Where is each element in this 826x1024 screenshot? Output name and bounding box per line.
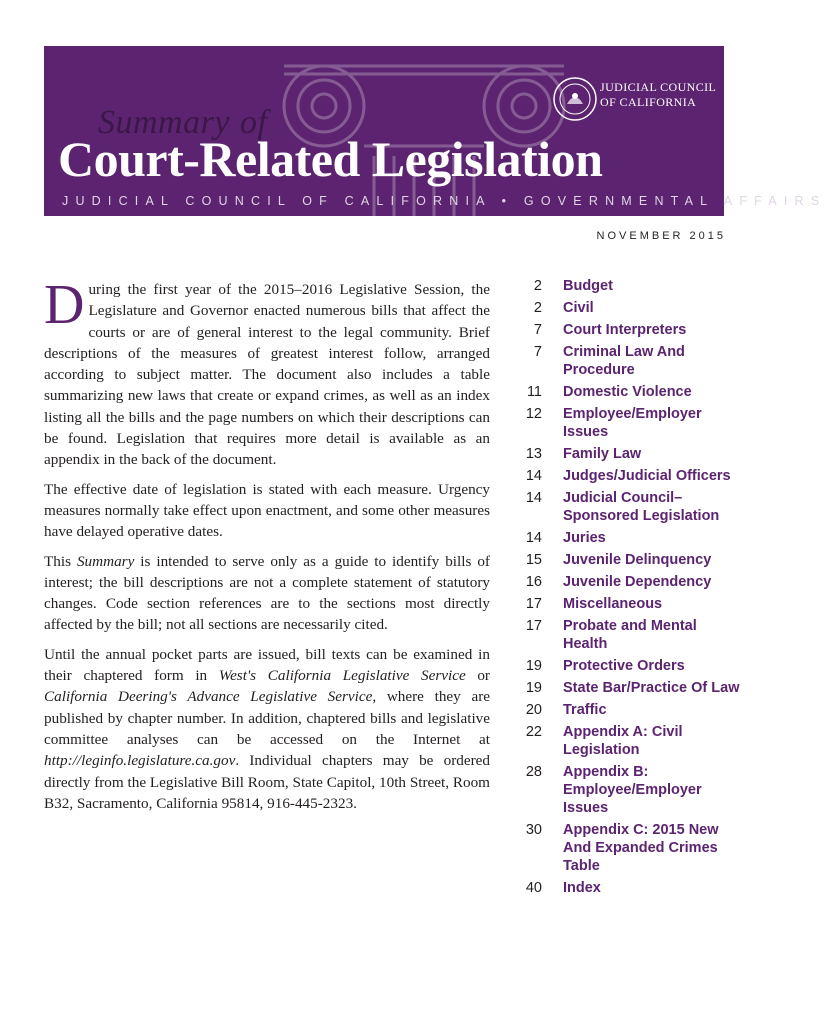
toc-label[interactable]: Appendix C: 2015 New And Expanded Crimes Table [563,822,719,874]
council-name: JUDICIAL COUNCIL OF CALIFORNIA [600,80,717,109]
summary-heading: Summary of [98,104,268,141]
toc-page-number: 14 [525,468,542,484]
toc-label[interactable]: Juries [563,530,606,546]
toc-entry[interactable] [502,551,742,569]
toc-label[interactable]: Judges/Judicial Officers [563,468,731,484]
toc-entry[interactable] [502,445,742,463]
toc-page-number: 2 [533,300,542,316]
toc-label[interactable]: Miscellaneous [563,596,663,612]
toc-label[interactable]: Juvenile Dependency [563,574,712,590]
toc-page-number: 17 [525,596,542,612]
toc-page-number: 13 [525,446,542,462]
header-banner [44,46,826,216]
toc-label[interactable]: Appendix A: Civil Legislation [563,724,683,758]
toc-entry[interactable] [502,277,742,295]
toc-page-number: 20 [525,702,542,718]
availability-paragraph: Until the annual pocket parts are issued, bill texts can be examined in their chaptered form in West's California Legislative Service or California Deering's Advance Legislative Service, where they are published by chapter number. In addition, chaptered bills and legislative committee analyses can be accessed on the Internet at http://leginfo.legislature.ca.gov. Individual chapters may be ordered directly from the Legislative Bill Room, State Capitol, 10th Street, Room B32, Sacramento, California 95814, 916-445-2323. [44,645,490,812]
drop-cap: D [44,274,85,336]
toc-label[interactable]: Criminal Law And Procedure [563,344,685,378]
toc-page-number: 40 [525,880,542,896]
toc-label[interactable]: Court Interpreters [563,322,687,338]
toc-page-number: 14 [525,490,542,506]
toc-page-number: 12 [525,406,542,422]
page-title: Court-Related Legislation [58,131,603,187]
toc-entry[interactable] [502,723,742,759]
toc-label[interactable]: Family Law [563,446,642,462]
toc-page-number: 16 [525,574,542,590]
toc-label[interactable]: Appendix B: Employee/Employer Issues [563,764,702,816]
toc-entry[interactable] [502,405,742,441]
toc-page-number: 19 [525,658,542,674]
toc-entry[interactable] [502,299,742,317]
toc-entry[interactable] [502,617,742,653]
toc-label[interactable]: Budget [563,278,613,294]
banner-subline: JUDICIAL COUNCIL OF CALIFORNIA • GOVERNMENTAL AFFAIRS [62,194,826,208]
toc-entry[interactable] [502,679,742,697]
toc-entry[interactable] [502,489,742,525]
toc-entry[interactable] [502,573,742,591]
toc-entry[interactable] [502,343,742,379]
toc-entry[interactable] [502,383,742,401]
table-of-contents [502,277,742,901]
intro-text [44,274,490,822]
toc-label[interactable]: State Bar/Practice Of Law [563,680,740,696]
toc-label[interactable]: Domestic Violence [563,384,692,400]
toc-label[interactable]: Civil [563,300,594,316]
guide-paragraph: This Summary is intended to serve only as a guide to identify bills of interest; the bill descriptions are not a complete statement of statutory changes. Code section references are to the sections most directly affected by the bill; not all sections are necessarily cited. [44,552,490,634]
toc-label[interactable]: Protective Orders [563,658,685,674]
toc-page-number: 15 [525,552,542,568]
toc-page-number: 19 [525,680,542,696]
toc-entry[interactable] [502,879,742,897]
intro-paragraph: During the first year of the 2015–2016 Legislative Session, the Legislature and Governor enacted numerous bills that affect the courts or are of general interest to the legal community. Brief descriptions of the measures of greatest interest follow, arranged according to subject matter. The document also includes a table summarizing new laws that create or expand crimes, as well as an index listing all the bills and the page numbers on which their descriptions can be found. Legislation that requires more detail is available as an appendix in the back of the document. [44,274,490,469]
toc-label[interactable]: Employee/Employer Issues [563,406,702,440]
toc-label[interactable]: Probate and Mental Health [563,618,697,652]
toc-page-number: 2 [533,278,542,294]
toc-label[interactable]: Judicial Council–Sponsored Legislation [563,490,720,524]
toc-label[interactable]: Traffic [563,702,607,718]
toc-page-number: 22 [525,724,542,740]
toc-page-number: 7 [533,322,542,338]
toc-entry[interactable] [502,529,742,547]
toc-page-number: 11 [526,384,542,400]
toc-page-number: 30 [525,822,542,838]
toc-page-number: 14 [525,530,542,546]
toc-entry[interactable] [502,821,742,875]
toc-entry[interactable] [502,321,742,339]
toc-page-number: 28 [525,764,542,780]
toc-entry[interactable] [502,763,742,817]
toc-entry[interactable] [502,701,742,719]
issue-date: NOVEMBER 2015 [596,230,726,242]
toc-label[interactable]: Index [563,880,601,896]
toc-page-number: 17 [525,618,542,634]
judicial-council-seal-icon [552,76,598,122]
toc-entry[interactable] [502,467,742,485]
toc-page-number: 7 [533,344,542,360]
toc-entry[interactable] [502,657,742,675]
toc-entry[interactable] [502,595,742,613]
toc-label[interactable]: Juvenile Delinquency [563,552,712,568]
effective-date-paragraph: The effective date of legislation is stated with each measure. Urgency measures normally take effect upon enactment, and some other measures have delayed operative dates. [44,480,490,541]
